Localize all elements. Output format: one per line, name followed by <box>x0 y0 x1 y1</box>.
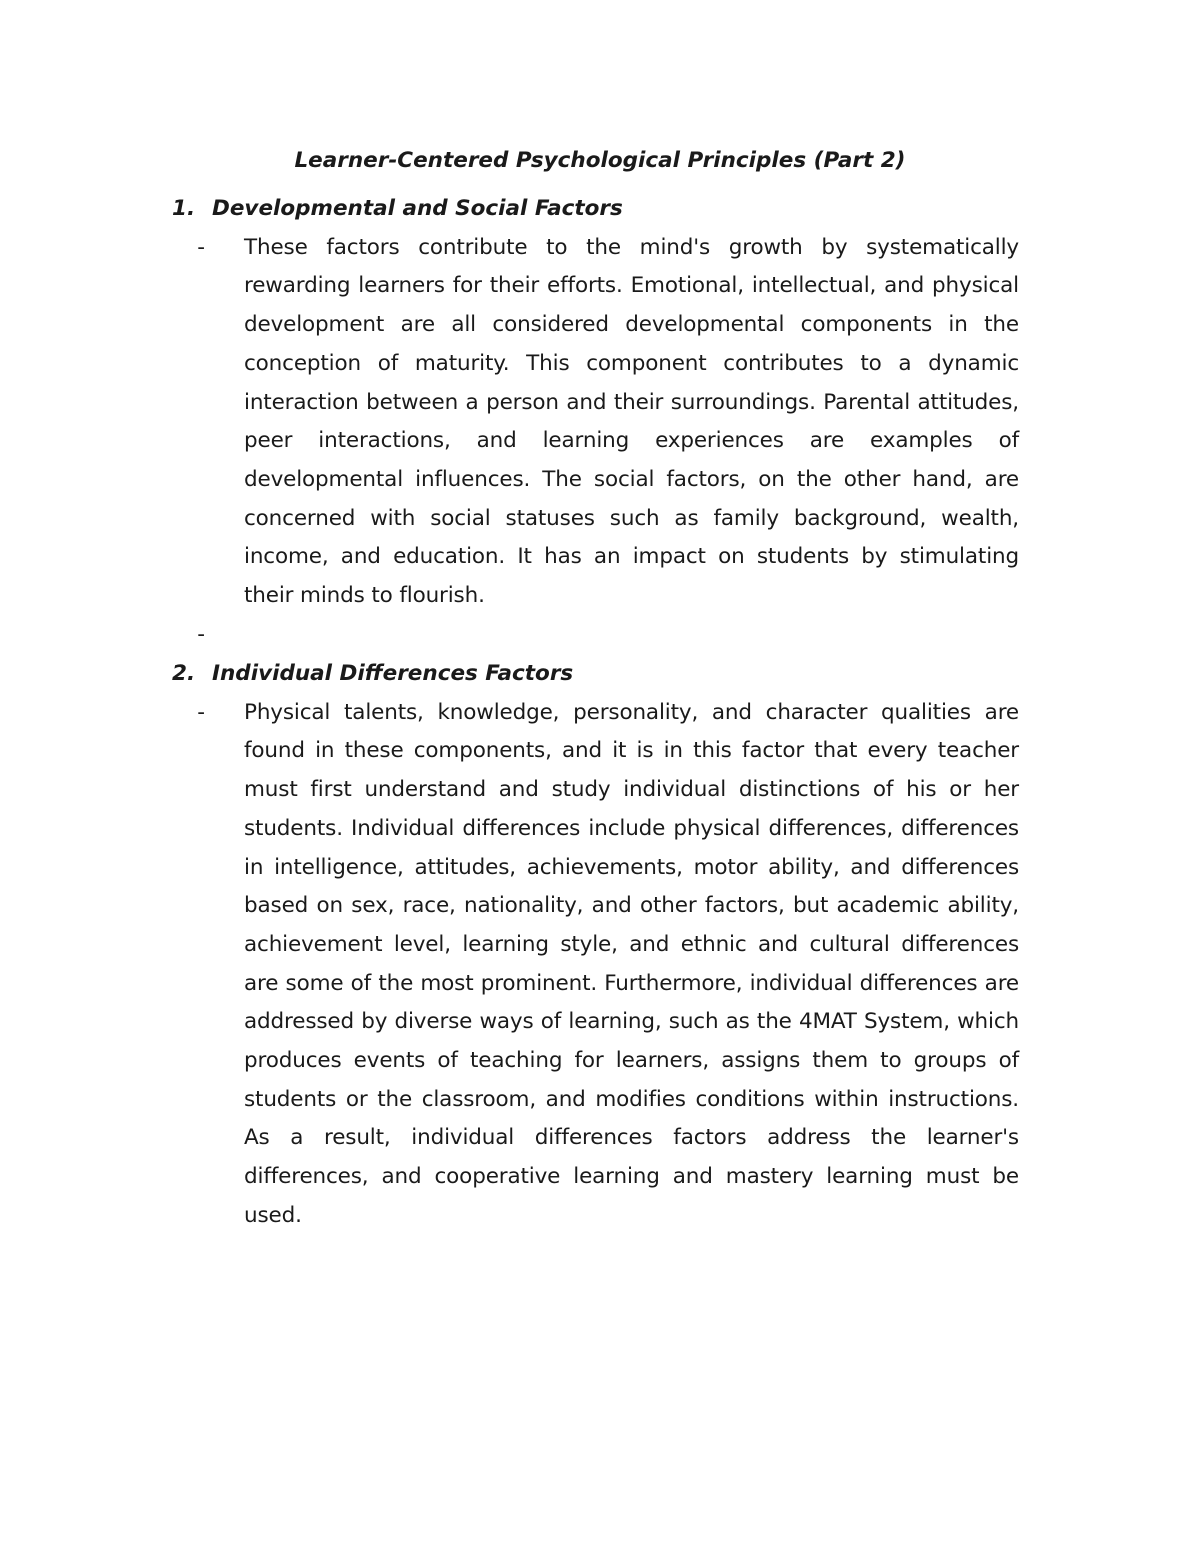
bullet-item-empty <box>172 616 1062 655</box>
bullet-text: These factors contribute to the mind's growth by systematically rewarding learners for their efforts. Emotional, intellectual, and physical development are all considered developmental components in the conception of maturity. This component contributes to a dynamic interaction between a person and their surroundings. Parental attitudes, peer interactions, and learning experiences are examples of developmental influences. The social factors, on the other hand, are concerned with social statuses such as family background, wealth, income, and education. It has an impact on students by stimulating their minds to flourish. <box>244 234 1019 609</box>
bullet-text: Physical talents, knowledge, personality, and character qualities are found in these components, and it is in this factor that every teacher must first understand and study individual distinctions of his or her students. Individual differences include physical differences, differences in intelligence, attitudes, achievements, motor ability, and differences based on sex, race, nationality, and other factors, but academic ability, achievement level, learning style, and ethnic and cultural differences are some of the most prominent. Furthermore, individual differences are addressed by diverse ways of learning, such as the 4MAT System, which produces events of teaching for learners, assigns them to groups of students or the classroom, and modifies conditions within instructions. As a result, individual differences factors address the learner's differences, and cooperative learning and mastery learning must be used. <box>244 699 1019 1228</box>
bullet-text <box>244 616 1019 655</box>
document-title: Learner-Centered Psychological Principles (Part 2) <box>294 148 906 173</box>
bullet-marker: - <box>197 699 205 725</box>
section-heading <box>172 655 1062 694</box>
bullet-marker: - <box>197 234 205 260</box>
section-number: 2. <box>172 661 196 686</box>
section-number: 1. <box>172 196 196 221</box>
section-individual-differences-factors <box>172 655 1062 1236</box>
section-title: Developmental and Social Factors <box>212 196 623 221</box>
bullet-marker: - <box>197 621 205 647</box>
section-developmental-social-factors <box>172 190 1062 654</box>
bullet-item <box>172 229 1062 616</box>
bullet-item <box>172 694 1062 1236</box>
section-heading <box>172 190 1062 229</box>
section-title: Individual Differences Factors <box>212 661 574 686</box>
